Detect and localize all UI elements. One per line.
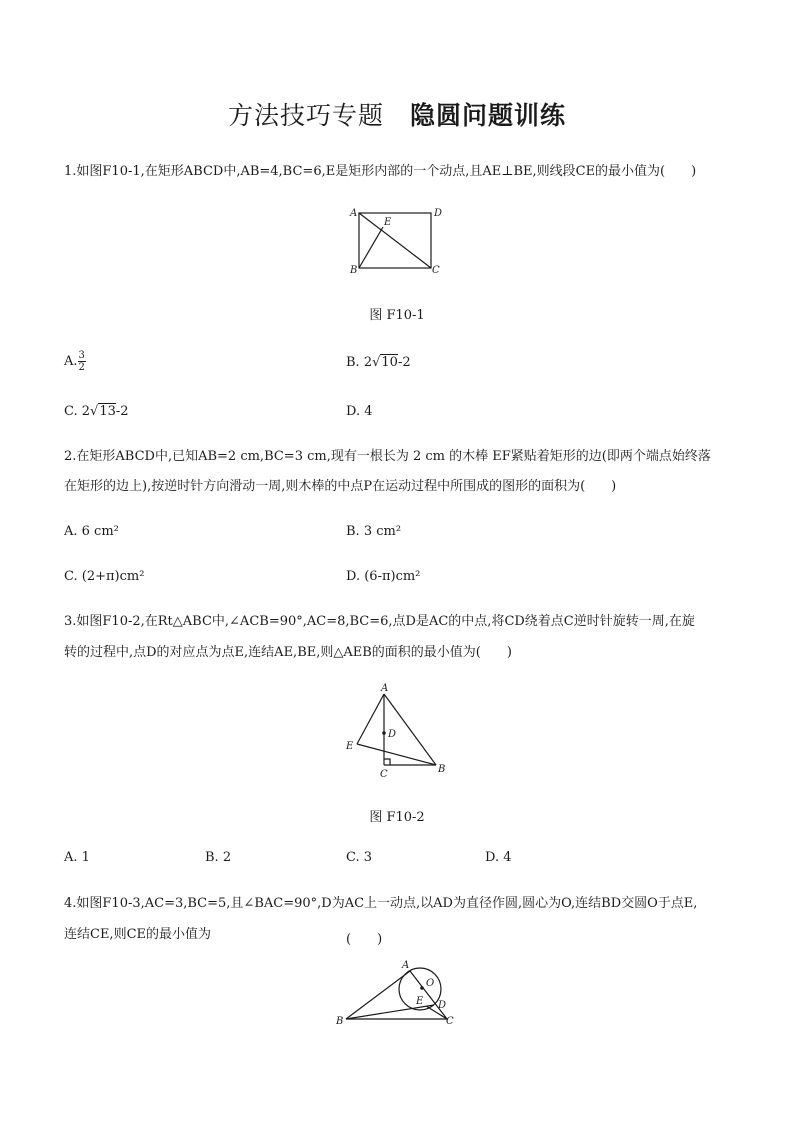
label-c: C: [432, 265, 440, 276]
q1-option-c-radicand: 13: [99, 404, 116, 419]
q1-option-c-suffix: -2: [115, 404, 129, 419]
q3-caption: 图 F10-2: [369, 810, 425, 825]
label-c: C: [380, 769, 388, 780]
q3-option-b[interactable]: B. 2: [205, 850, 232, 865]
q4-answer-paren: ( ): [346, 932, 383, 947]
q1-caption: 图 F10-1: [369, 308, 425, 323]
label-d: D: [388, 729, 397, 740]
q1-option-a[interactable]: [64, 350, 86, 373]
label-o: O: [426, 978, 435, 989]
label-b: B: [336, 1016, 344, 1027]
segment-be: [359, 227, 383, 268]
figure-f10-2: [338, 682, 458, 782]
label-c: C: [446, 1016, 454, 1027]
q1-option-b-radicand: 10: [381, 355, 398, 370]
fraction-num: 3: [78, 350, 85, 361]
q2-option-d[interactable]: D. (6-π)cm²: [346, 569, 421, 584]
segment-ac: [359, 213, 431, 268]
q1-option-b[interactable]: B. 2√10-2: [346, 355, 411, 370]
point-o: [420, 986, 424, 990]
q4-stem-line2: 连结CE,则CE的最小值为: [64, 927, 212, 942]
label-e: E: [384, 217, 392, 228]
label-a: A: [402, 960, 410, 971]
q2-option-b[interactable]: B. 3 cm²: [346, 524, 402, 539]
q3-option-c[interactable]: C. 3: [346, 850, 373, 865]
segment-bd: [346, 1005, 434, 1019]
label-a: A: [381, 683, 389, 694]
segment-eb: [357, 744, 436, 765]
figure-f10-3: [330, 955, 465, 1035]
q1-option-d[interactable]: D. 4: [346, 404, 373, 419]
q3-stem-line2: 转的过程中,点D的对应点为点E,连结AE,BE,则△AEB的面积的最小值为( ): [64, 645, 512, 660]
label-e: E: [346, 741, 354, 752]
title-part1: 方法技巧专题: [227, 101, 384, 130]
fraction: [78, 350, 86, 373]
label-a: A: [350, 208, 358, 219]
q1-option-c-prefix: C. 2: [64, 404, 91, 419]
fraction-den: 2: [78, 362, 85, 373]
q2-option-a[interactable]: A. 6 cm²: [64, 524, 119, 539]
point-d: [382, 731, 386, 735]
q3-option-d[interactable]: D. 4: [485, 850, 512, 865]
q1-option-c[interactable]: C. 2√13-2: [64, 404, 129, 419]
q3-option-a[interactable]: A. 1: [64, 850, 90, 865]
label-d: D: [434, 208, 443, 219]
q1-option-b-suffix: -2: [397, 355, 411, 370]
q3-stem-line1: 3.如图F10-2,在Rt△ABC中,∠ACB=90°,AC=8,BC=6,点D是AC的中点,将CD绕着点C逆时针旋转一周,在旋: [64, 614, 695, 629]
q1-option-b-prefix: B. 2: [346, 355, 373, 370]
q2-stem-line2: 在矩形的边上),按逆时针方向滑动一周,则木棒的中点P在运动过程中所围成的图形的面积为( ): [64, 479, 617, 494]
label-d: D: [438, 1000, 447, 1011]
label-e: E: [416, 996, 424, 1007]
segment-ae: [357, 694, 384, 744]
right-angle-mark: [384, 759, 390, 765]
page-title: [0, 96, 794, 132]
q2-option-c[interactable]: C. (2+π)cm²: [64, 569, 145, 584]
label-b: B: [438, 764, 446, 775]
label-b: B: [350, 265, 358, 276]
title-part2: 隐圆问题训练: [410, 101, 567, 130]
q1-option-a-prefix: A.: [64, 354, 78, 369]
figure-f10-1: [340, 200, 450, 280]
q4-stem-line1: 4.如图F10-3,AC=3,BC=5,且∠BAC=90°,D为AC上一动点,以AD为直径作圆,圆心为O,连结BD交圆O于点E,: [64, 896, 698, 911]
q2-stem-line1: 2.在矩形ABCD中,已知AB=2 cm,BC=3 cm,现有一根长为 2 cm 的木棒 EF紧贴着矩形的边(即两个端点始终落: [64, 449, 711, 464]
q1-stem: 1.如图F10-1,在矩形ABCD中,AB=4,BC=6,E是矩形内部的一个动点,且AE⊥BE,则线段CE的最小值为( ): [64, 164, 697, 179]
